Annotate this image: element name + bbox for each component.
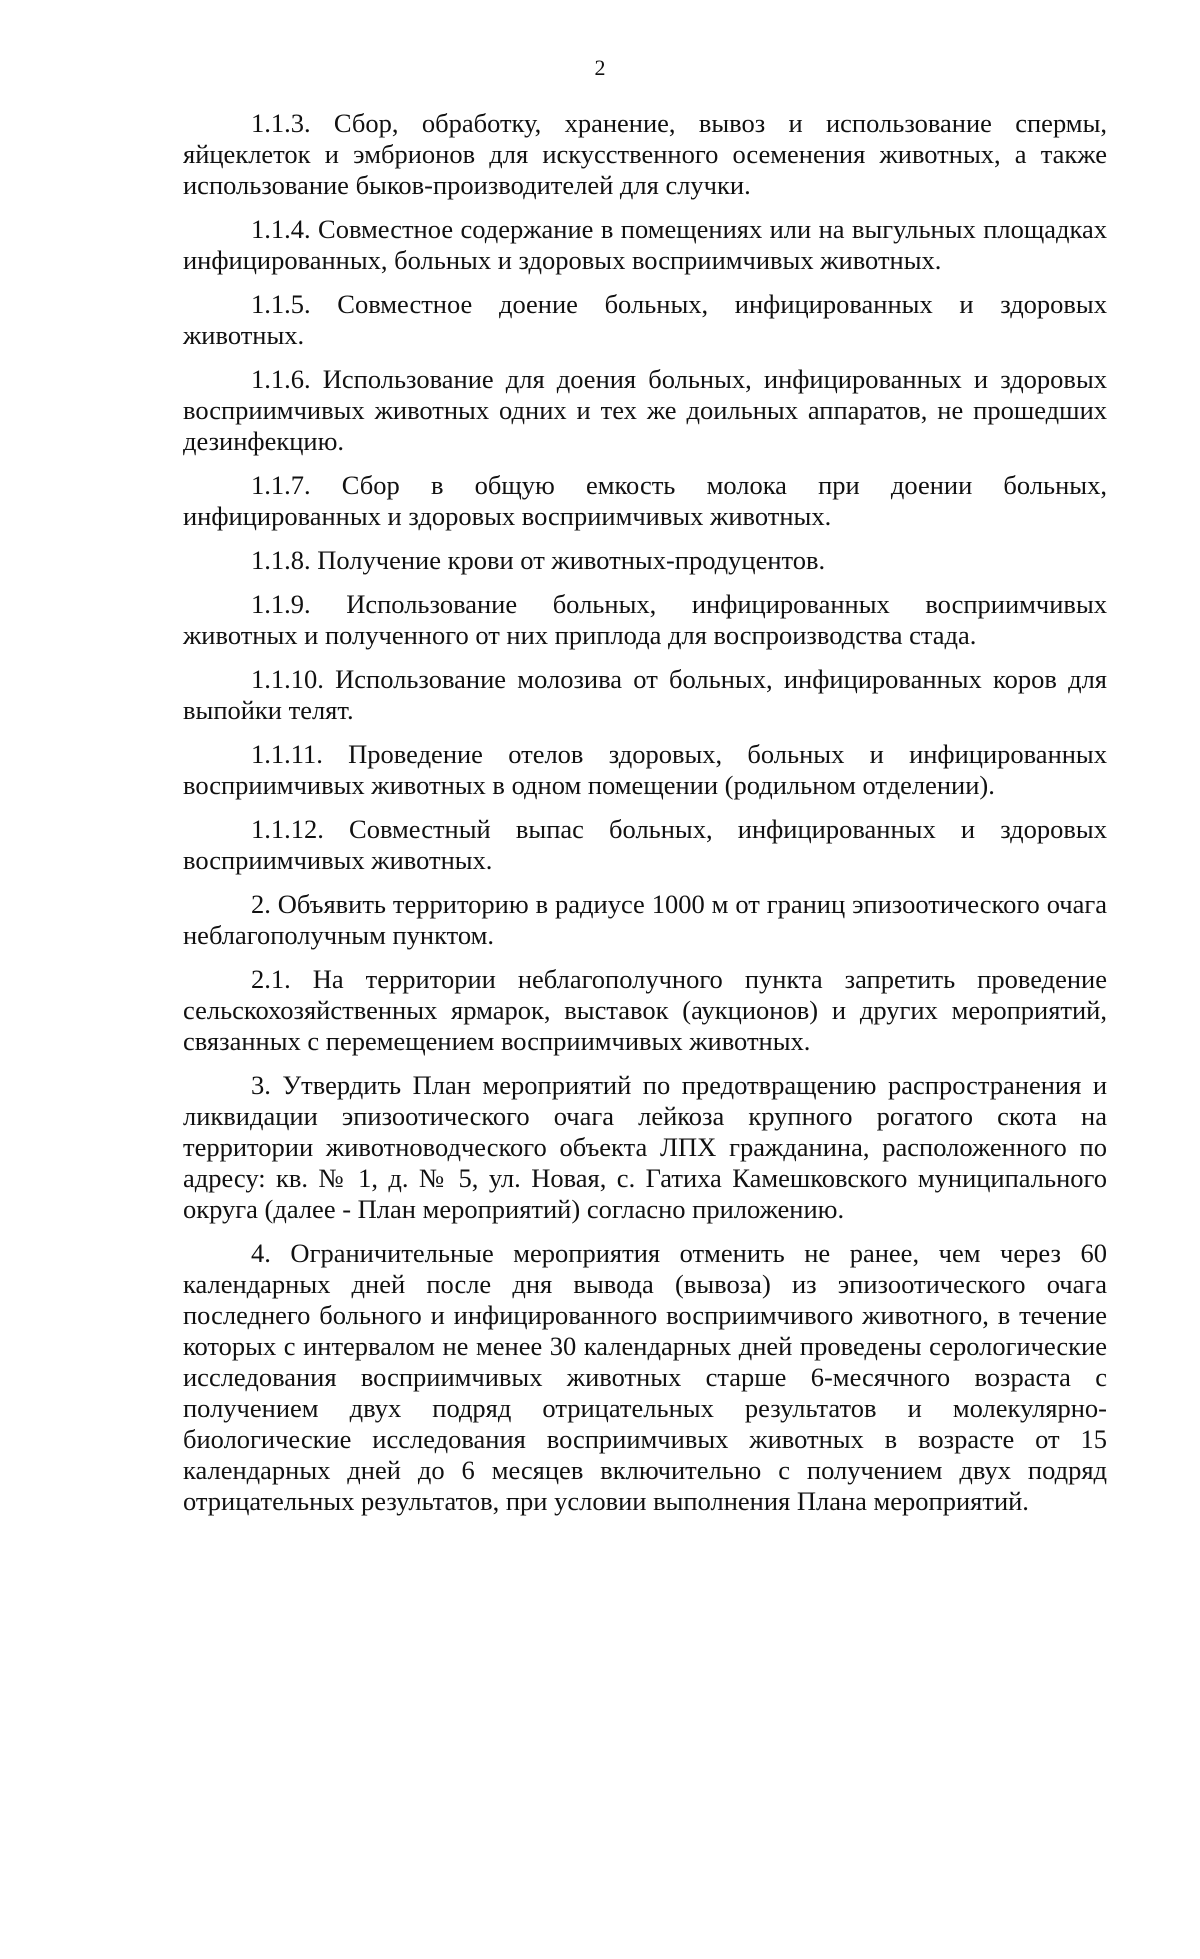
paragraph-1-1-11: 1.1.11. Проведение отелов здоровых, больных и инфицированных восприимчивых животных в одном помещении (родильном отделении). <box>183 739 1107 800</box>
paragraph-1-1-6: 1.1.6. Использование для доения больных, инфицированных и здоровых восприимчивых животных одних и тех же доильных аппаратов, не прошедших дезинфекцию. <box>183 364 1107 456</box>
paragraph-1-1-5: 1.1.5. Совместное доение больных, инфицированных и здоровых животных. <box>183 289 1107 350</box>
paragraph-1-1-10: 1.1.10. Использование молозива от больных, инфицированных коров для выпойки телят. <box>183 664 1107 725</box>
paragraph-1-1-9: 1.1.9. Использование больных, инфицированных восприимчивых животных и полученного от них приплода для воспроизводства стада. <box>183 589 1107 650</box>
paragraph-1-1-3: 1.1.3. Сбор, обработку, хранение, вывоз и использование спермы, яйцеклеток и эмбрионов для искусственного осеменения животных, а также использование быков-производителей для случки. <box>183 108 1107 200</box>
page-number: 2 <box>594 55 606 80</box>
document-body <box>183 108 1107 1530</box>
paragraph-1-1-7: 1.1.7. Сбор в общую емкость молока при доении больных, инфицированных и здоровых восприимчивых животных. <box>183 470 1107 531</box>
paragraph-2: 2. Объявить территорию в радиусе 1000 м от границ эпизоотического очага неблагополучным пунктом. <box>183 889 1107 950</box>
paragraph-1-1-4: 1.1.4. Совместное содержание в помещениях или на выгульных площадках инфицированных, больных и здоровых восприимчивых животных. <box>183 214 1107 275</box>
paragraph-3: 3. Утвердить План мероприятий по предотвращению распространения и ликвидации эпизоотического очага лейкоза крупного рогатого скота на территории животноводческого объекта ЛПХ гражданина, расположенного по адресу: кв. № 1, д. № 5, ул. Новая, с. Гатиха Камешковского муниципального округа (далее - План мероприятий) согласно приложению. <box>183 1070 1107 1224</box>
paragraph-1-1-12: 1.1.12. Совместный выпас больных, инфицированных и здоровых восприимчивых животных. <box>183 814 1107 875</box>
paragraph-2-1: 2.1. На территории неблагополучного пункта запретить проведение сельскохозяйственных ярмарок, выставок (аукционов) и других мероприятий, связанных с перемещением восприимчивых животных. <box>183 964 1107 1056</box>
paragraph-4: 4. Ограничительные мероприятия отменить не ранее, чем через 60 календарных дней после дня вывода (вывоза) из эпизоотического очага последнего больного и инфицированного восприимчивого животного, в течение которых с интервалом не менее 30 календарных дней проведены серологические исследования восприимчивых животных старше 6-месячного возраста с получением двух подряд отрицательных результатов и молекулярно-биологические исследования восприимчивых животных в возрасте от 15 календарных дней до 6 месяцев включительно с получением двух подряд отрицательных результатов, при условии выполнения Плана мероприятий. <box>183 1238 1107 1516</box>
paragraph-1-1-8: 1.1.8. Получение крови от животных-продуцентов. <box>251 545 826 575</box>
